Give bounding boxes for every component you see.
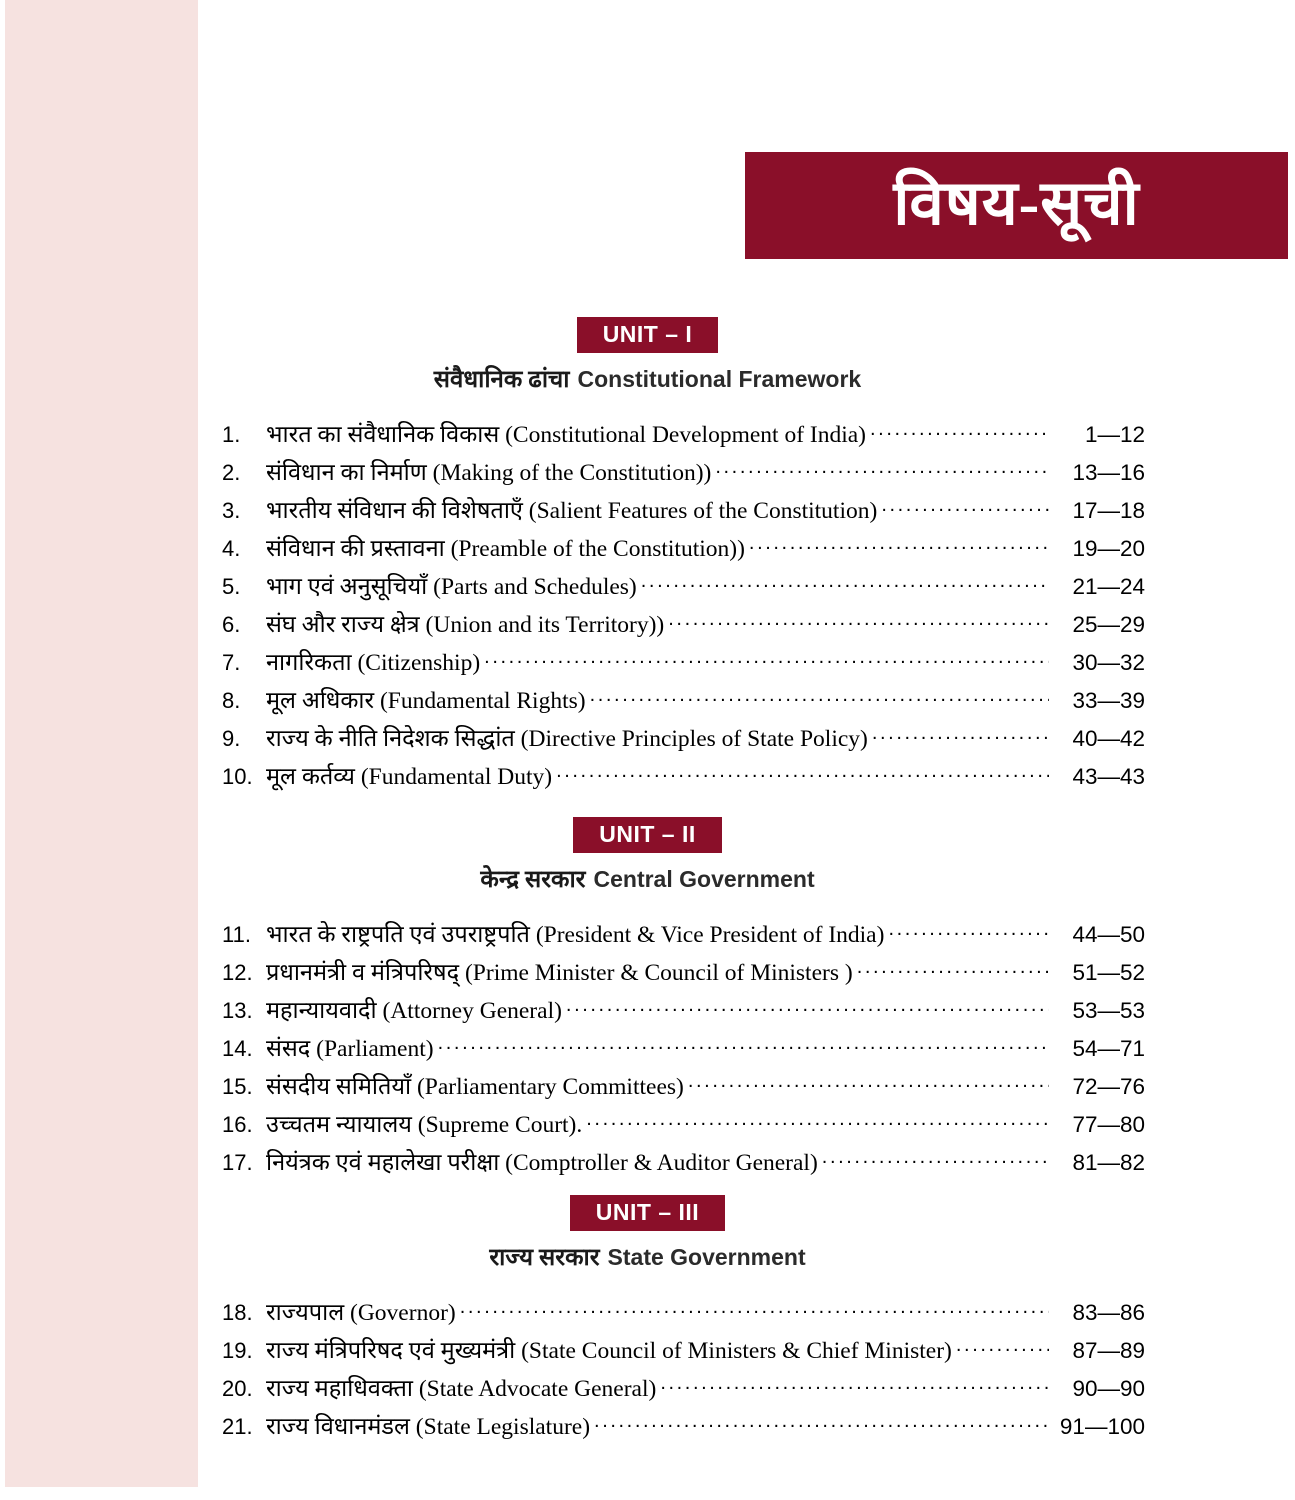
toc-entry-number: 6.: [222, 612, 241, 637]
toc-entry-number: 13.: [222, 998, 253, 1023]
toc-entry-title: मूल अधिकार (Fundamental Rights): [266, 688, 586, 714]
toc-entry[interactable]: [0, 493, 1295, 531]
toc-dot-leader: [857, 957, 1049, 981]
toc-entry[interactable]: [0, 607, 1295, 645]
toc-entry-number: 14.: [222, 1036, 253, 1061]
toc-entry[interactable]: [0, 1371, 1295, 1409]
unit-header: [0, 1195, 1295, 1273]
toc-entry-title: भारत के राष्ट्रपति एवं उपराष्ट्रपति (President & Vice President of India): [266, 922, 885, 948]
toc-entry[interactable]: [0, 683, 1295, 721]
unit-subtitle-hindi: केन्द्र सरकार: [480, 867, 586, 893]
toc-entry-pages: 83—86: [1072, 1300, 1145, 1325]
unit-subtitle: [0, 1240, 1295, 1273]
unit-subtitle-english: Central Government: [593, 866, 815, 892]
toc-entry-number: 4.: [222, 536, 241, 561]
toc-entry-pages: 91—100: [1059, 1414, 1145, 1439]
toc-entry-number: 12.: [222, 960, 253, 985]
toc-entry-pages: 81—82: [1072, 1150, 1145, 1175]
toc-entry-title: राज्य मंत्रिपरिषद एवं मुख्यमंत्री (State Council of Ministers & Chief Minister): [266, 1338, 952, 1364]
toc-entry[interactable]: [0, 1409, 1295, 1447]
toc-entry-number: 8.: [222, 688, 241, 713]
toc-dot-leader: [660, 1373, 1049, 1397]
toc-entry-title: राज्य के नीति निदेशक सिद्धांत (Directive Principles of State Policy): [266, 726, 868, 752]
toc-dot-leader: [438, 1033, 1049, 1057]
toc-entry-number: 16.: [222, 1112, 253, 1137]
unit-badge: UNIT – II: [573, 817, 722, 853]
toc-entry-title: भाग एवं अनुसूचियाँ (Parts and Schedules): [266, 574, 637, 600]
toc-entry-pages: 44—50: [1072, 922, 1145, 947]
toc-dot-leader: [822, 1147, 1049, 1171]
toc-entry[interactable]: [0, 1107, 1295, 1145]
toc-entry-title: प्रधानमंत्री व मंत्रिपरिषद् (Prime Minister & Council of Ministers ): [266, 960, 853, 986]
toc-entry-pages: 90—90: [1072, 1376, 1145, 1401]
toc-entry[interactable]: [0, 417, 1295, 455]
toc-entry[interactable]: [0, 1295, 1295, 1333]
toc-dot-leader: [688, 1071, 1049, 1095]
toc-entry-title: संसद (Parliament): [266, 1036, 434, 1062]
toc-entry-pages: 72—76: [1072, 1074, 1145, 1099]
page-title: विषय-सूची: [893, 169, 1140, 238]
toc-dot-leader: [594, 1411, 1049, 1435]
toc-entry-list: [0, 1295, 1295, 1447]
toc-entry-pages: 33—39: [1072, 688, 1145, 713]
unit-badge: UNIT – III: [570, 1195, 725, 1231]
toc-dot-leader: [556, 761, 1049, 785]
toc-entry-number: 7.: [222, 650, 241, 675]
toc-entry-pages: 1—12: [1084, 422, 1145, 447]
toc-entry[interactable]: [0, 721, 1295, 759]
toc-dot-leader: [888, 919, 1049, 943]
toc-dot-leader: [715, 457, 1049, 481]
toc-dot-leader: [872, 723, 1049, 747]
toc-entry-title: नियंत्रक एवं महालेखा परीक्षा (Comptroller & Auditor General): [266, 1150, 818, 1176]
toc-entry-number: 17.: [222, 1150, 253, 1175]
toc-dot-leader: [881, 495, 1049, 519]
unit-subtitle: [0, 862, 1295, 895]
toc-entry[interactable]: [0, 955, 1295, 993]
toc-entry-title: नागरिकता (Citizenship): [266, 650, 481, 676]
toc-entry-number: 15.: [222, 1074, 253, 1099]
toc-entry-list: [0, 917, 1295, 1183]
page-title-banner: [745, 152, 1288, 259]
toc-entry[interactable]: [0, 917, 1295, 955]
toc-entry-title: राज्यपाल (Governor): [266, 1300, 456, 1326]
toc-dot-leader: [484, 647, 1049, 671]
unit-header: [0, 817, 1295, 895]
unit-section: [0, 317, 1295, 797]
toc-entry-number: 5.: [222, 574, 241, 599]
toc-entry-list: [0, 417, 1295, 797]
toc-entry-title: उच्चतम न्यायालय (Supreme Court).: [266, 1112, 583, 1138]
toc-entry-number: 11.: [222, 922, 251, 947]
toc-entry-title: संघ और राज्य क्षेत्र (Union and its Territory)): [266, 612, 665, 638]
toc-entry[interactable]: [0, 1069, 1295, 1107]
toc-entry-pages: 43—43: [1072, 764, 1145, 789]
unit-subtitle-hindi: राज्य सरकार: [489, 1245, 600, 1271]
toc-entry-pages: 17—18: [1072, 498, 1145, 523]
toc-dot-leader: [586, 1109, 1049, 1133]
toc-entry-title: राज्य महाधिवक्ता (State Advocate General): [266, 1376, 657, 1402]
toc-dot-leader: [870, 419, 1049, 443]
toc-entry-pages: 21—24: [1072, 574, 1145, 599]
toc-entry-title: महान्यायवादी (Attorney General): [266, 998, 562, 1024]
toc-entry-number: 2.: [222, 460, 241, 485]
toc-entry-pages: 25—29: [1072, 612, 1145, 637]
toc-entry-title: संविधान का निर्माण (Making of the Constitution)): [266, 460, 712, 486]
toc-dot-leader: [590, 685, 1049, 709]
toc-entry-pages: 53—53: [1072, 998, 1145, 1023]
toc-entry-title: भारतीय संविधान की विशेषताएँ (Salient Features of the Constitution): [266, 498, 878, 524]
toc-dot-leader: [668, 609, 1049, 633]
unit-subtitle: [0, 362, 1295, 395]
toc-entry-number: 18.: [222, 1300, 253, 1325]
toc-entry-pages: 54—71: [1072, 1036, 1145, 1061]
toc-entry-title: राज्य विधानमंडल (State Legislature): [266, 1414, 591, 1440]
toc-dot-leader: [566, 995, 1049, 1019]
toc-entry-pages: 77—80: [1072, 1112, 1145, 1137]
toc-dot-leader: [460, 1297, 1049, 1321]
toc-entry[interactable]: [0, 531, 1295, 569]
toc-entry[interactable]: [0, 1145, 1295, 1183]
toc-entry-pages: 30—32: [1072, 650, 1145, 675]
unit-subtitle-hindi: संवैधानिक ढांचा: [433, 367, 570, 393]
toc-dot-leader: [749, 533, 1049, 557]
toc-entry[interactable]: [0, 1333, 1295, 1371]
toc-entry-pages: 19—20: [1072, 536, 1145, 561]
unit-header: [0, 317, 1295, 395]
toc-entry-number: 20.: [222, 1376, 253, 1401]
toc-entry-number: 10.: [222, 764, 253, 789]
toc-entry-pages: 87—89: [1072, 1338, 1145, 1363]
toc-entry-pages: 51—52: [1072, 960, 1145, 985]
toc-entry[interactable]: [0, 569, 1295, 607]
toc-entry-title: संविधान की प्रस्तावना (Preamble of the Constitution)): [266, 536, 745, 562]
toc-entry-title: संसदीय समितियाँ (Parliamentary Committees): [266, 1074, 684, 1100]
toc-entry-number: 21.: [222, 1414, 253, 1439]
toc-entry-pages: 13—16: [1072, 460, 1145, 485]
unit-subtitle-english: Constitutional Framework: [577, 366, 862, 392]
toc-entry[interactable]: [0, 759, 1295, 797]
toc-dot-leader: [956, 1335, 1049, 1359]
unit-section: [0, 1195, 1295, 1447]
toc-entry-title: भारत का संवैधानिक विकास (Constitutional Development of India): [266, 422, 866, 448]
unit-section: [0, 817, 1295, 1183]
unit-badge: UNIT – I: [577, 317, 719, 353]
toc-entry[interactable]: [0, 455, 1295, 493]
toc-entry-number: 3.: [222, 498, 241, 523]
toc-entry-title: मूल कर्तव्य (Fundamental Duty): [266, 764, 553, 790]
toc-entry-number: 9.: [222, 726, 241, 751]
toc-entry[interactable]: [0, 645, 1295, 683]
toc-entry-number: 19.: [222, 1338, 253, 1363]
toc-entry-pages: 40—42: [1072, 726, 1145, 751]
toc-entry[interactable]: [0, 1031, 1295, 1069]
toc-entry-number: 1.: [222, 422, 241, 447]
toc-entry[interactable]: [0, 993, 1295, 1031]
unit-subtitle-english: State Government: [607, 1244, 806, 1270]
toc-dot-leader: [641, 571, 1049, 595]
